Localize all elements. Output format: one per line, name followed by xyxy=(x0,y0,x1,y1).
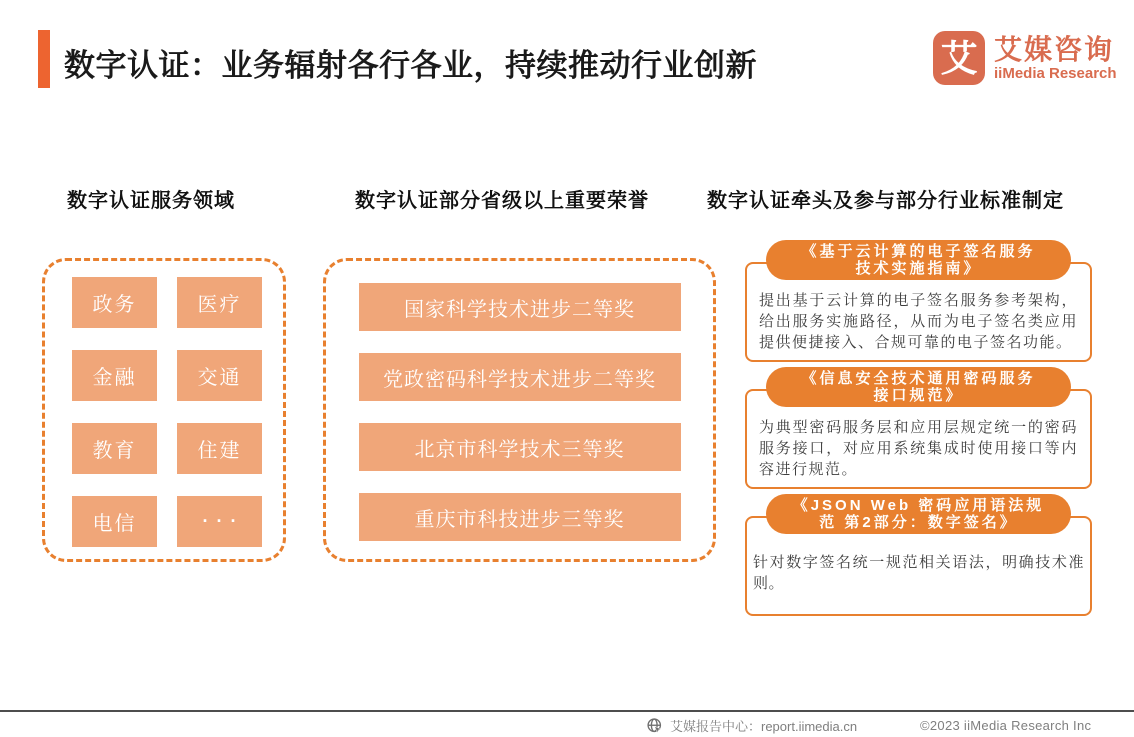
service-box: 教育 xyxy=(72,423,157,474)
service-box: 交通 xyxy=(177,350,262,401)
service-box: 金融 xyxy=(72,350,157,401)
standard-title-badge xyxy=(766,367,1071,407)
report-center-text: 艾媒报告中心：report.iimedia.cn xyxy=(670,719,858,734)
page-title: 数字认证：业务辐射各行各业，持续推动行业创新 xyxy=(64,48,757,83)
footer-divider xyxy=(0,710,1134,712)
logo xyxy=(933,31,1117,85)
standard-title-line1: 《基于云计算的电子签名服务 xyxy=(801,243,1036,260)
standard-description: 针对数字签名统一规范相关语法，明确技术准则。 xyxy=(745,516,1092,616)
services-header: 数字认证服务领域 xyxy=(67,190,235,212)
standard-title-badge xyxy=(766,240,1071,280)
standard-title-line1: 《信息安全技术通用密码服务 xyxy=(801,370,1036,387)
iimedia-logo-icon: 艾 xyxy=(933,31,985,85)
honors-header: 数字认证部分省级以上重要荣誉 xyxy=(355,190,649,212)
services-panel xyxy=(42,258,286,562)
standard-title-line2: 技术实施指南》 xyxy=(855,260,982,277)
service-box: 政务 xyxy=(72,277,157,328)
footer-report-center xyxy=(646,716,857,735)
standard-title-badge xyxy=(766,494,1071,534)
service-box-ellipsis: ··· xyxy=(177,496,262,547)
standard-title-line2: 接口规范》 xyxy=(873,387,964,404)
standards-panel xyxy=(745,240,1092,616)
honors-panel xyxy=(323,258,716,562)
logo-text xyxy=(994,35,1117,82)
title-accent-bar xyxy=(38,30,50,88)
honor-bar: 重庆市科技进步三等奖 xyxy=(359,493,681,541)
logo-name-en: iiMedia Research xyxy=(994,64,1117,82)
service-box: 电信 xyxy=(72,496,157,547)
logo-name-cn: 艾媒咨询 xyxy=(994,33,1115,65)
standard-description: 提出基于云计算的电子签名服务参考架构，给出服务实施路径，从而为电子签名类应用提供便捷接入、合规可靠的电子签名功能。 xyxy=(745,262,1092,362)
honor-bar: 国家科学技术进步二等奖 xyxy=(359,283,681,331)
service-box: 医疗 xyxy=(177,277,262,328)
honor-bar: 北京市科学技术三等奖 xyxy=(359,423,681,471)
standard-card xyxy=(745,494,1092,616)
standard-title-line2: 范 第2部分：数字签名》 xyxy=(819,514,1018,531)
standard-description: 为典型密码服务层和应用层规定统一的密码服务接口，对应用系统集成时使用接口等内容进行规范。 xyxy=(745,389,1092,489)
standard-card xyxy=(745,240,1092,362)
footer-copyright: ©2023 iiMedia Research Inc xyxy=(920,718,1092,733)
standard-title-line1: 《JSON Web 密码应用语法规 xyxy=(792,497,1045,514)
standard-card xyxy=(745,367,1092,489)
standards-header: 数字认证牵头及参与部分行业标准制定 xyxy=(707,190,1064,212)
honor-bar: 党政密码科学技术进步二等奖 xyxy=(359,353,681,401)
services-grid xyxy=(72,277,283,547)
globe-cursor-icon xyxy=(646,717,664,735)
service-box: 住建 xyxy=(177,423,262,474)
